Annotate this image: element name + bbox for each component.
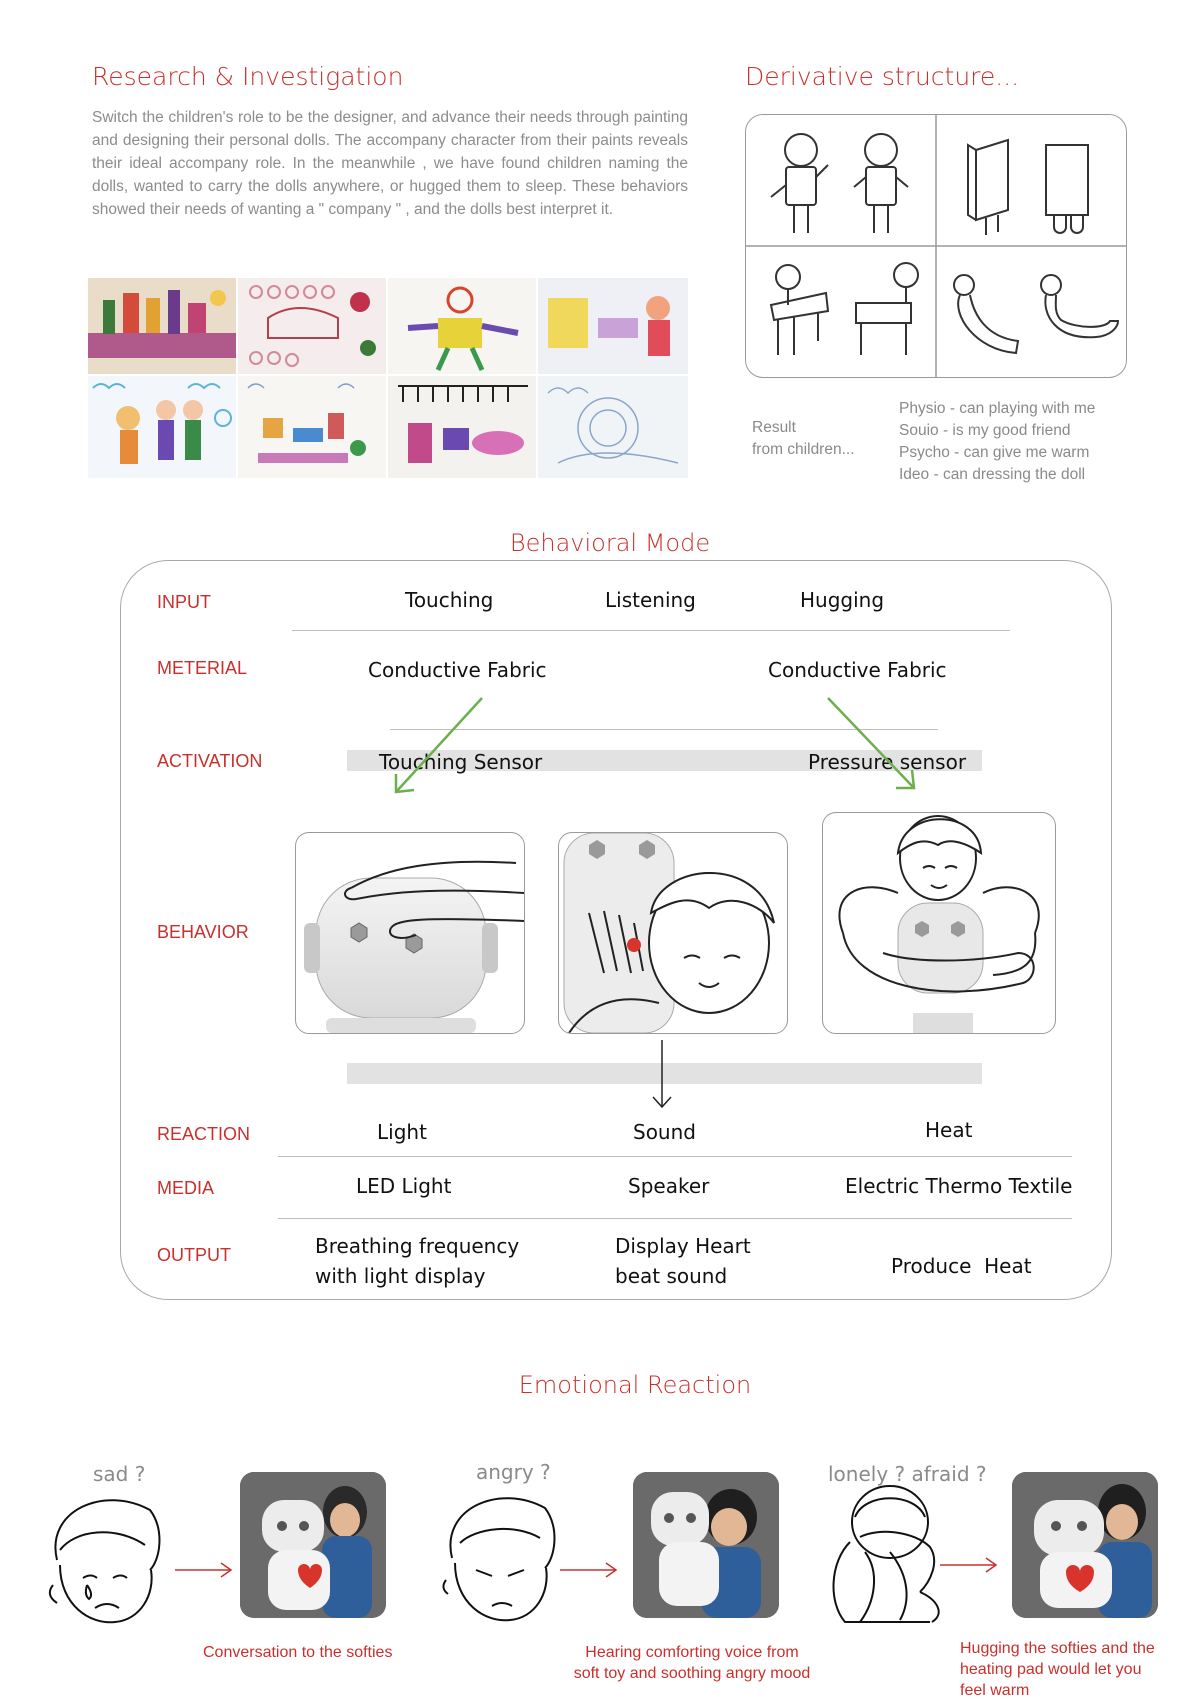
media-divider	[278, 1218, 1072, 1219]
children-paintings-collage	[88, 278, 688, 478]
output-produce-heat: Produce Heat	[891, 1254, 1032, 1278]
derivative-title: Derivative structure...	[745, 62, 1020, 91]
output-breathing	[315, 1231, 519, 1291]
label-material: METERIAL	[157, 658, 248, 678]
derivative-drawings	[746, 115, 1126, 377]
label-media: MEDIA	[157, 1178, 215, 1198]
photo-hearing-voice	[633, 1472, 779, 1618]
derivative-structure-grid	[745, 114, 1127, 378]
research-title: Research & Investigation	[92, 62, 404, 91]
behavioral-title: Behavioral Mode	[509, 529, 711, 557]
input-divider	[292, 630, 1010, 631]
reaction-light: Light	[377, 1120, 427, 1144]
caption-hearing-voice	[552, 1642, 832, 1684]
result-ideo: Ideo - can dressing the doll	[899, 466, 1086, 483]
lonely-child-drawing	[820, 1482, 950, 1632]
material-right: Conductive Fabric	[768, 658, 947, 682]
result-label-line2: from children...	[752, 441, 855, 458]
reaction-divider	[278, 1156, 1072, 1157]
label-activation: ACTIVATION	[157, 751, 263, 771]
caption-hugging-line1: Hugging the softies and the	[960, 1640, 1155, 1657]
emotion-angry: angry ?	[476, 1460, 551, 1484]
material-to-sensor-arrows	[380, 690, 920, 800]
caption-hugging-line2: heating pad would let you	[960, 1661, 1142, 1678]
behavior-listening-illustration	[558, 832, 788, 1034]
label-reaction: REACTION	[157, 1124, 251, 1144]
caption-hearing-voice-line1: Hearing comforting voice from	[585, 1644, 799, 1661]
arrow-right-icon	[175, 1560, 235, 1580]
angry-child-face	[440, 1488, 560, 1628]
label-output: OUTPUT	[157, 1245, 231, 1265]
caption-hugging	[960, 1638, 1155, 1701]
input-listening: Listening	[605, 588, 696, 612]
result-souio: Souio - is my good friend	[899, 422, 1071, 439]
photo-hugging	[1012, 1472, 1158, 1618]
media-electric-thermo-textile: Electric Thermo Textile	[845, 1174, 1073, 1198]
emotion-sad: sad ?	[93, 1462, 146, 1486]
caption-conversation: Conversation to the softies	[203, 1644, 393, 1661]
media-led-light: LED Light	[356, 1174, 452, 1198]
down-arrow-icon	[650, 1040, 674, 1110]
input-touching: Touching	[405, 588, 494, 612]
emotion-lonely-afraid: lonely ? afraid ?	[828, 1462, 987, 1486]
sad-child-face	[45, 1490, 165, 1630]
photo-conversation	[240, 1472, 386, 1618]
results-list	[899, 398, 1095, 486]
output-breathing-line1: Breathing frequency	[315, 1234, 520, 1258]
result-label-line1: Result	[752, 419, 796, 436]
output-heartbeat-line2: beat sound	[615, 1264, 728, 1288]
reaction-sound: Sound	[633, 1120, 696, 1144]
emotional-title: Emotional Reaction	[518, 1371, 752, 1399]
label-behavior: BEHAVIOR	[157, 922, 249, 942]
output-breathing-line2: with light display	[315, 1264, 486, 1288]
activation-touching-sensor: Touching Sensor	[379, 750, 543, 774]
behavior-touching-illustration	[295, 832, 525, 1034]
media-speaker: Speaker	[628, 1174, 710, 1198]
activation-pressure-sensor: Pressure sensor	[808, 750, 967, 774]
output-heartbeat	[615, 1231, 751, 1291]
arrow-right-icon	[940, 1555, 1000, 1575]
behavior-hugging-illustration	[822, 812, 1056, 1034]
result-physio: Physio - can playing with me	[899, 400, 1096, 417]
input-hugging: Hugging	[800, 588, 885, 612]
caption-hugging-line3: feel warm	[960, 1682, 1030, 1699]
research-paragraph: Switch the children's role to be the designer, and advance their needs through painting and designing their personal dolls. The accompany character from their paints reveals their ideal accompany role. In the meanwhile , we have found children naming the dolls, wanted to carry the dolls anywhere, or hugged them to sleep. These behaviors showed their needs of wanting a " company " , and the dolls best interpret it.	[92, 109, 688, 218]
material-left: Conductive Fabric	[368, 658, 547, 682]
arrow-right-icon	[560, 1560, 620, 1580]
output-heartbeat-line1: Display Heart	[615, 1234, 751, 1258]
result-psycho: Psycho - can give me warm	[899, 444, 1090, 461]
reaction-heat: Heat	[925, 1118, 973, 1142]
caption-hearing-voice-line2: soft toy and soothing angry mood	[573, 1665, 811, 1682]
label-input: INPUT	[157, 592, 211, 612]
